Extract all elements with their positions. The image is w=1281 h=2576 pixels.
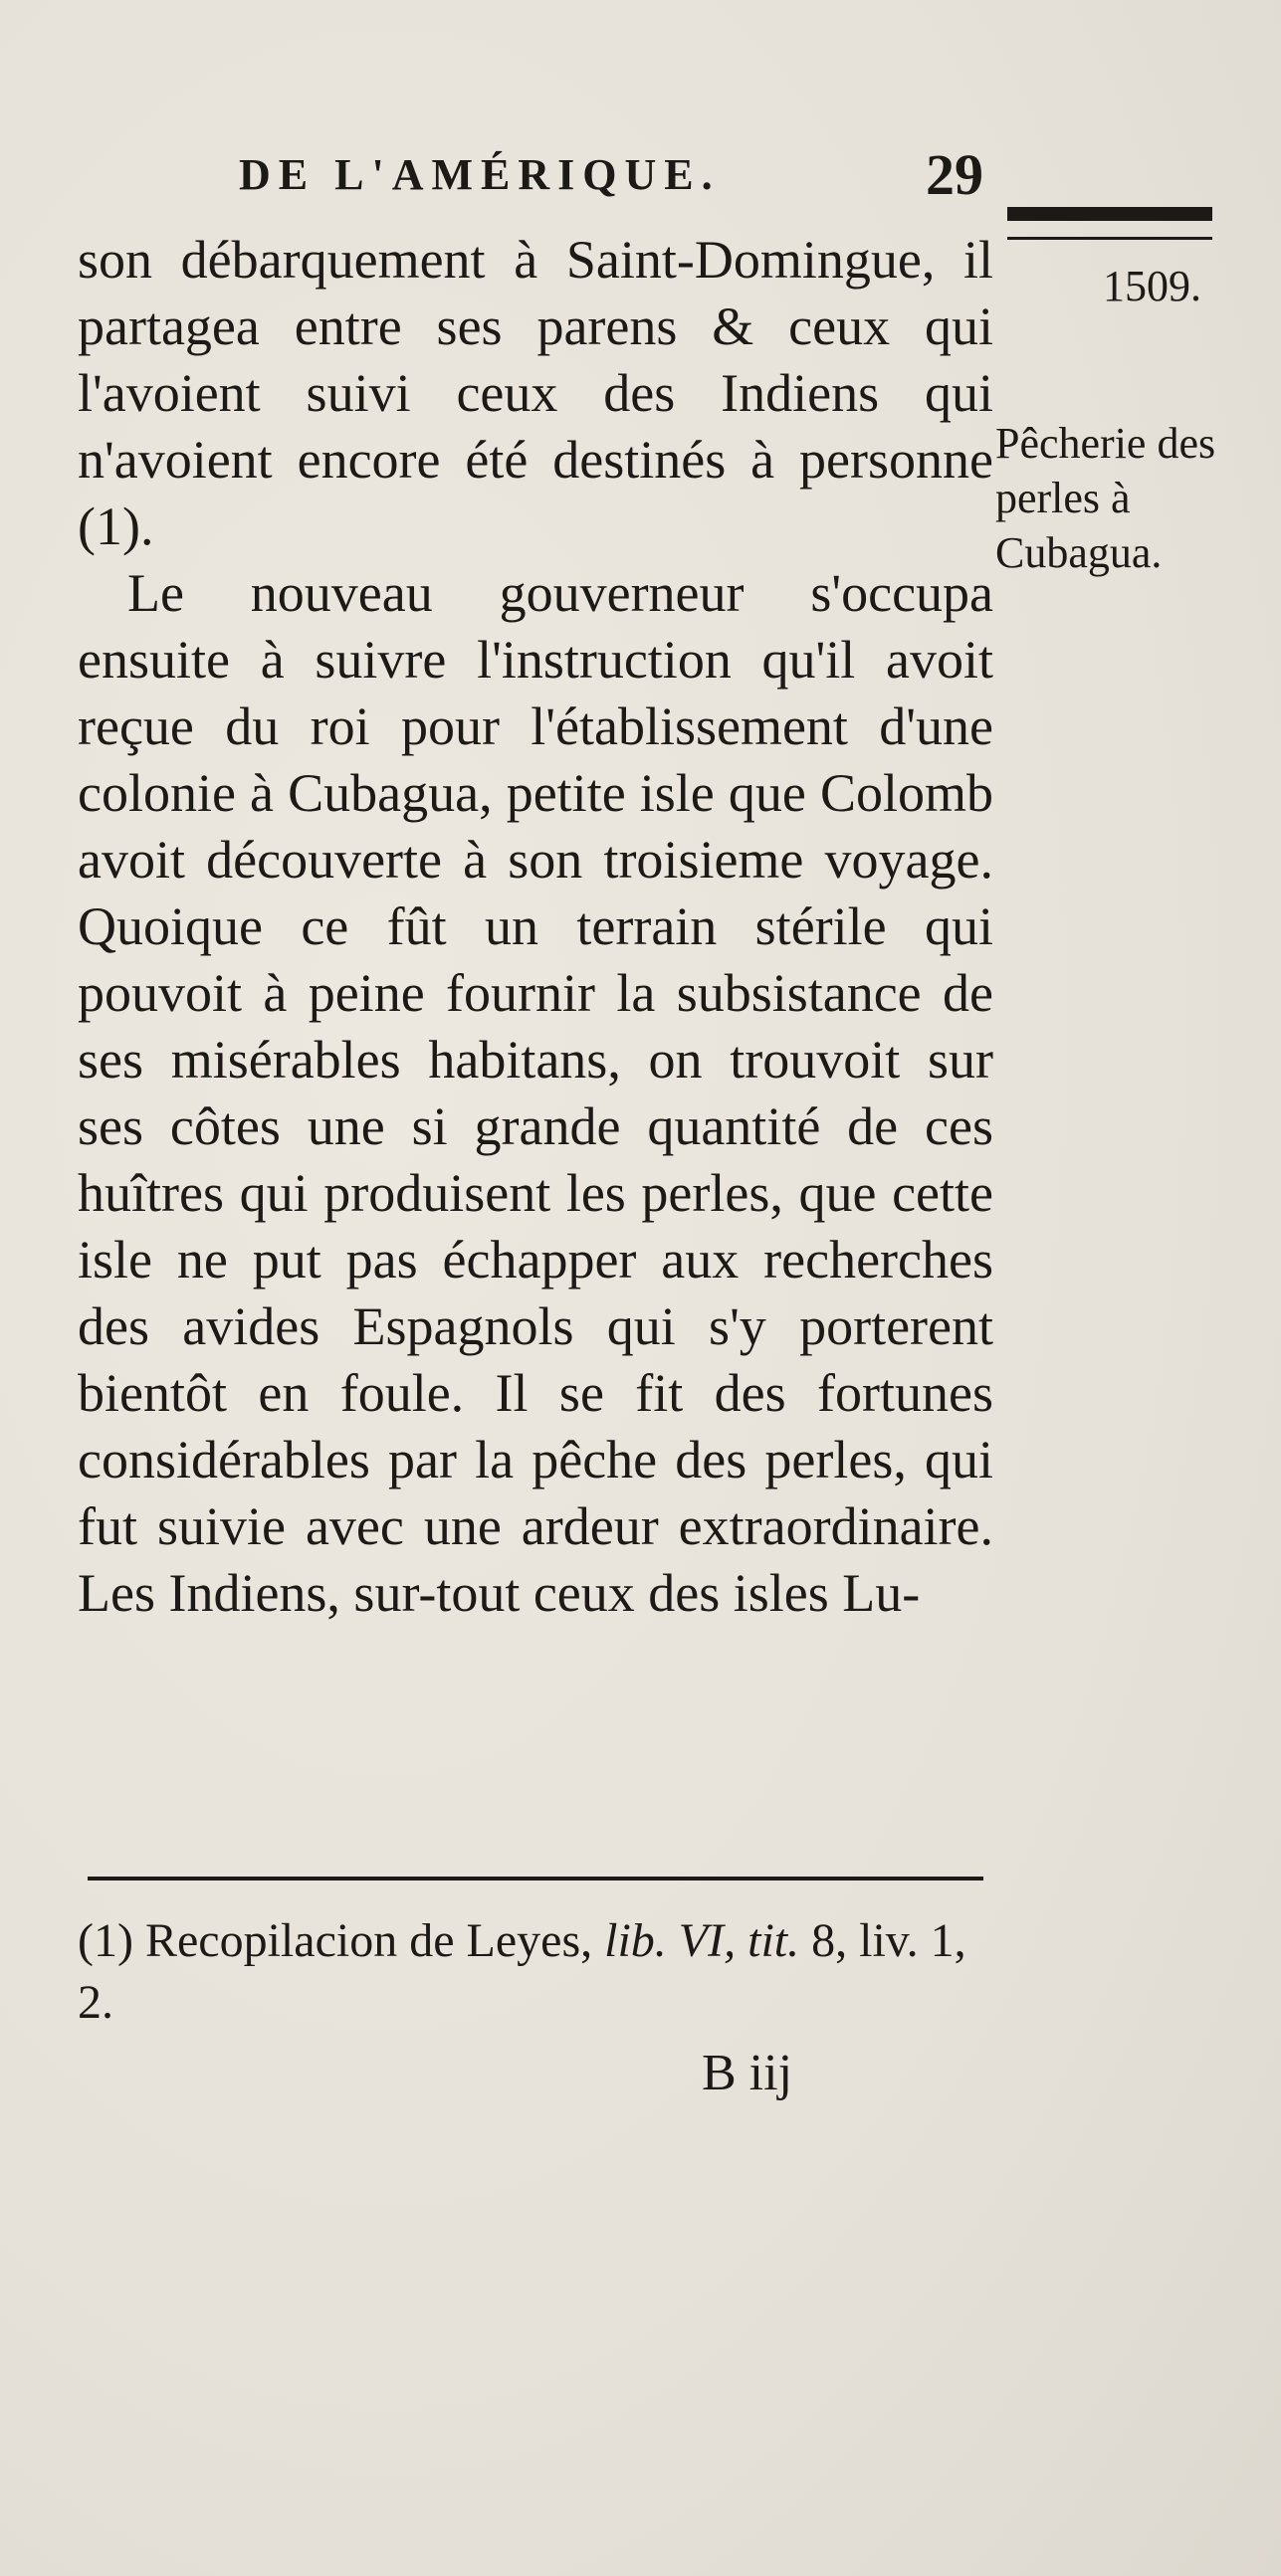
footnote: [78, 1910, 1003, 2034]
footnote-divider: [88, 1877, 983, 1881]
paragraph-2: Le nouveau gouverneur s'occupa ensuite à suivre l'instruction qu'il avoit reçue du roi pour l'établissement d'une colonie à Cubagua, petite isle que Colomb avoit découverte à son troisieme voyage. Quoique ce fût un terrain stérile qui pouvoit à peine fournir la subsistance de ses misérables habitans, on trouvoit sur ses côtes une si grande quantité de ces huîtres qui produisent les perles, que cette isle ne put pas échapper aux recherches des avides Espagnols qui s'y porterent bientôt en foule. Il se fit des fortunes considérables par la pêche des perles, qui fut suivie avec une ardeur extraordinaire. Les Indiens, sur-tout ceux des isles Lu-: [78, 563, 993, 1623]
signature-mark: B iij: [702, 2045, 793, 2101]
footnote-text: Recopilacion de Leyes,: [144, 1914, 593, 1967]
page-number: 29: [926, 142, 983, 207]
margin-year: 1509.: [1103, 262, 1201, 310]
body-text: [78, 227, 993, 1627]
running-head: DE L'AMÉRIQUE.: [239, 150, 721, 199]
footnote-ref-rest: 8, liv. 1, 2.: [78, 1914, 966, 2029]
page-header: [239, 142, 1015, 209]
footnote-marker: (1): [78, 1914, 133, 1967]
margin-rule-thick: [1007, 207, 1212, 221]
margin-rule-thin: [1007, 237, 1212, 240]
footnote-ref-italic: lib. VI, tit.: [604, 1914, 800, 1967]
paragraph-1: son débarquement à Saint-Domingue, il partagea entre ses parens & ceux qui l'avoient suivi ceux des Indiens qui n'avoient encore été destinés à personne (1).: [78, 230, 993, 556]
margin-note: Pêcherie des perles à Cubagua.: [995, 419, 1216, 577]
